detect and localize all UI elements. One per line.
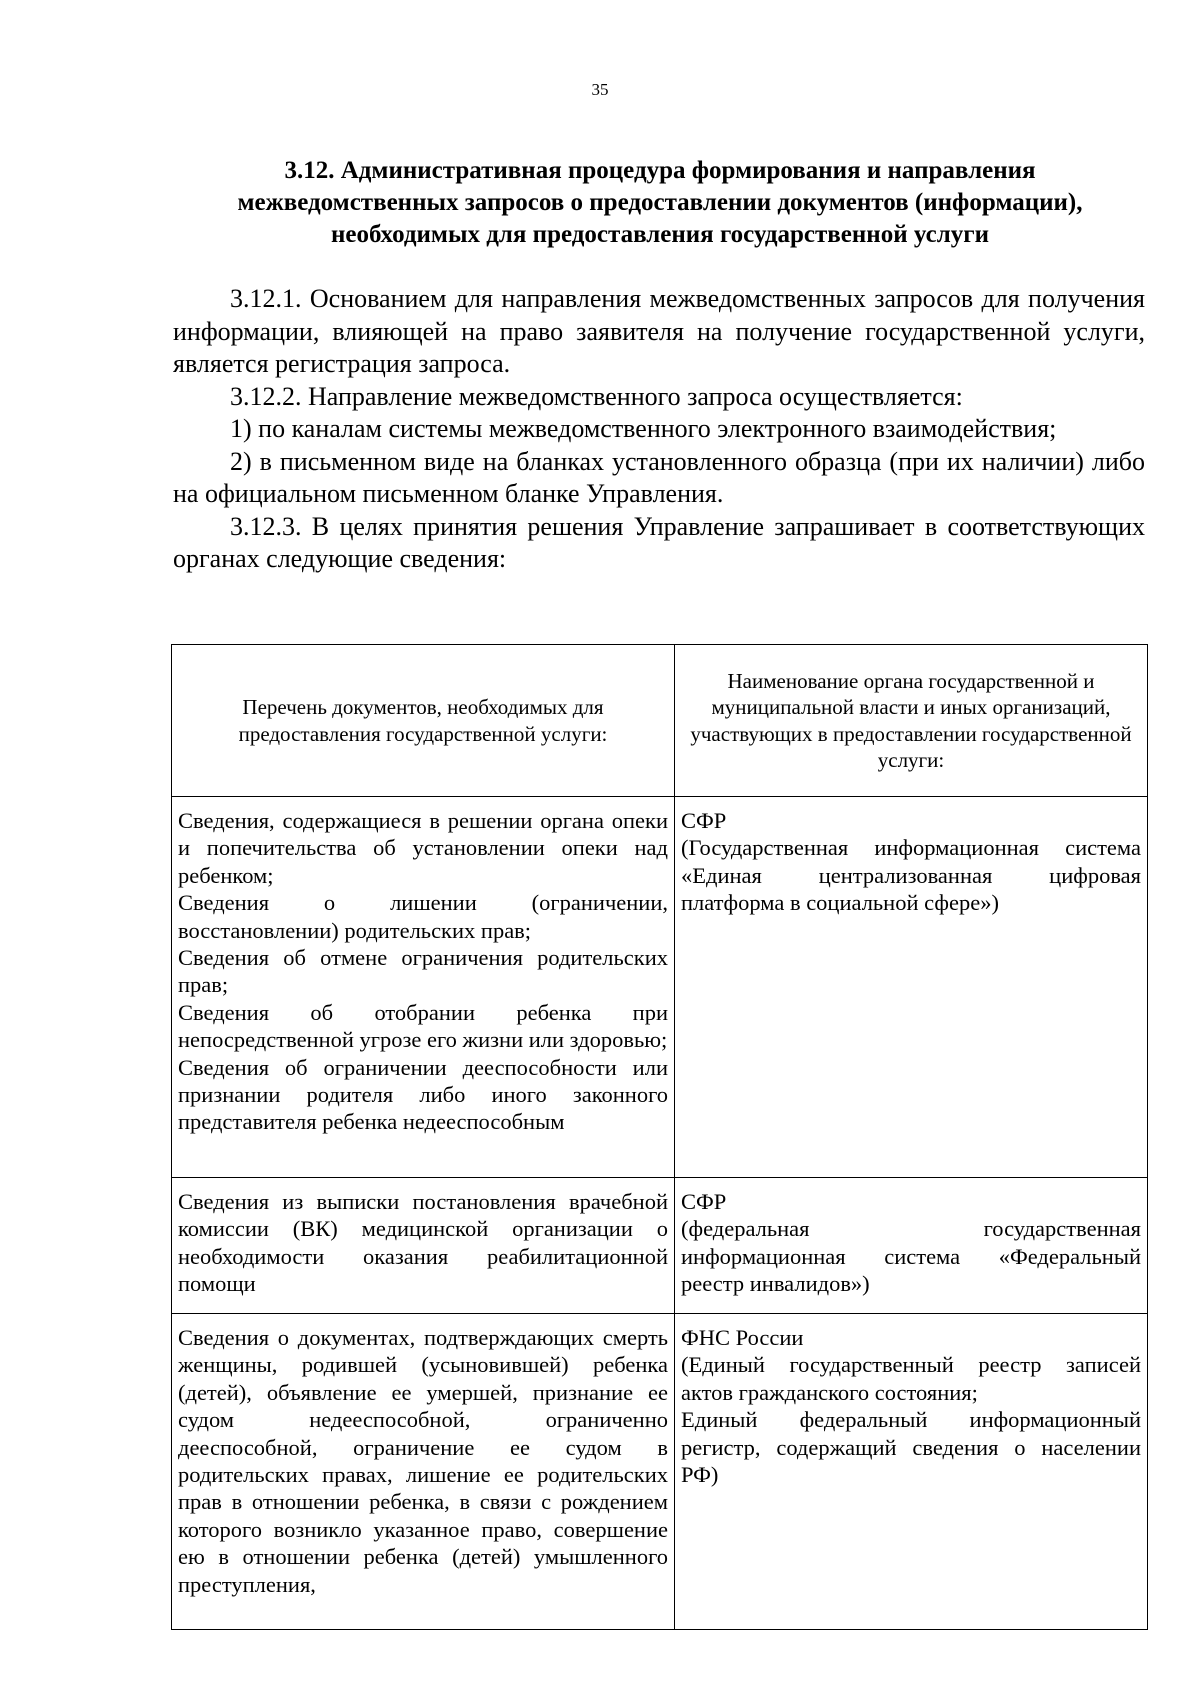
table-row	[172, 1178, 1148, 1314]
section-title-line-1: 3.12. Административная процедура формирования и направления	[284, 157, 1036, 184]
organization-system: Единый федеральный информационный регистр, содержащий сведения о населении РФ)	[681, 1407, 1141, 1488]
organization-cell	[675, 797, 1148, 1178]
documents-cell	[172, 1178, 675, 1314]
document-item: Сведения о документах, подтверждающих смерть женщины, родившей (усыновившей) ребенка (детей), объявление ее умершей, признание ее судом недееспособной, ограниченно дееспособной, ограничение ее судом в родительских правах, лишение ее родительских прав в отношении ребенка, в связи с рождением которого возникло указанное право, совершение ею в отношении ребенка (детей) умышленного преступления,	[178, 1325, 668, 1597]
paragraph-3-12-2: 3.12.2. Направление межведомственного запроса осуществляется:	[230, 381, 963, 411]
documents-cell	[172, 1314, 675, 1630]
organization-system: (федеральная государственная информационная система «Федеральный реестр инвалидов»)	[681, 1216, 1141, 1297]
header-documents: Перечень документов, необходимых для предоставления государственной услуги:	[172, 645, 675, 797]
organization-system: (Государственная информационная система «Единая централизованная цифровая платформа в социальной сфере»)	[681, 835, 1141, 916]
document-item: Сведения о лишении (ограничении, восстановлении) родительских прав;	[178, 890, 668, 943]
paragraph-item-2: 2) в письменном виде на бланках установленного образца (при их наличии) либо на официальном письменном бланке Управления.	[173, 446, 1145, 508]
organization-cell	[675, 1314, 1148, 1630]
organization-name: ФНС России	[681, 1325, 804, 1350]
organization-name: СФР	[681, 1189, 727, 1214]
table-row	[172, 797, 1148, 1178]
requests-table	[171, 644, 1148, 1630]
paragraph-3-12-1: 3.12.1. Основанием для направления межведомственных запросов для получения информации, влияющей на право заявителя на получение государственной услуги, является регистрация запроса.	[173, 284, 1145, 378]
paragraph-item-1: 1) по каналам системы межведомственного электронного взаимодействия;	[230, 414, 1057, 443]
header-organizations: Наименование органа государственной и муниципальной власти и иных организаций, участвующих в предоставлении государственной услуги:	[675, 645, 1148, 797]
body-text	[173, 283, 1145, 576]
document-item: Сведения об отобрании ребенка при непосредственной угрозе его жизни или здоровью;	[178, 999, 668, 1053]
document-item: Сведения об ограничении дееспособности или признании родителя либо иного законного представителя ребенка недееспособным	[178, 1054, 668, 1135]
section-title	[176, 155, 1144, 251]
table-header-row	[172, 645, 1148, 797]
paragraph-3-12-3: 3.12.3. В целях принятия решения Управление запрашивает в соответствующих органах следующие сведения:	[173, 511, 1145, 573]
document-item: Сведения об отмене ограничения родительских прав;	[178, 945, 668, 998]
table-row	[172, 1314, 1148, 1630]
document-item: Сведения из выписки постановления врачебной комиссии (ВК) медицинской организации о необходимости оказания реабилитационной помощи	[178, 1189, 668, 1297]
section-title-line-3: необходимых для предоставления государственной услуги	[331, 221, 989, 248]
page-number: 35	[591, 80, 609, 99]
organization-cell	[675, 1178, 1148, 1314]
document-item: Сведения, содержащиеся в решении органа опеки и попечительства об установлении опеки над ребенком;	[178, 808, 668, 888]
section-title-line-2: межведомственных запросов о предоставлении документов (информации),	[237, 189, 1083, 216]
organization-system: (Единый государственный реестр записей актов гражданского состояния;	[681, 1352, 1141, 1405]
organization-name: СФР	[681, 808, 727, 833]
documents-cell	[172, 797, 675, 1178]
